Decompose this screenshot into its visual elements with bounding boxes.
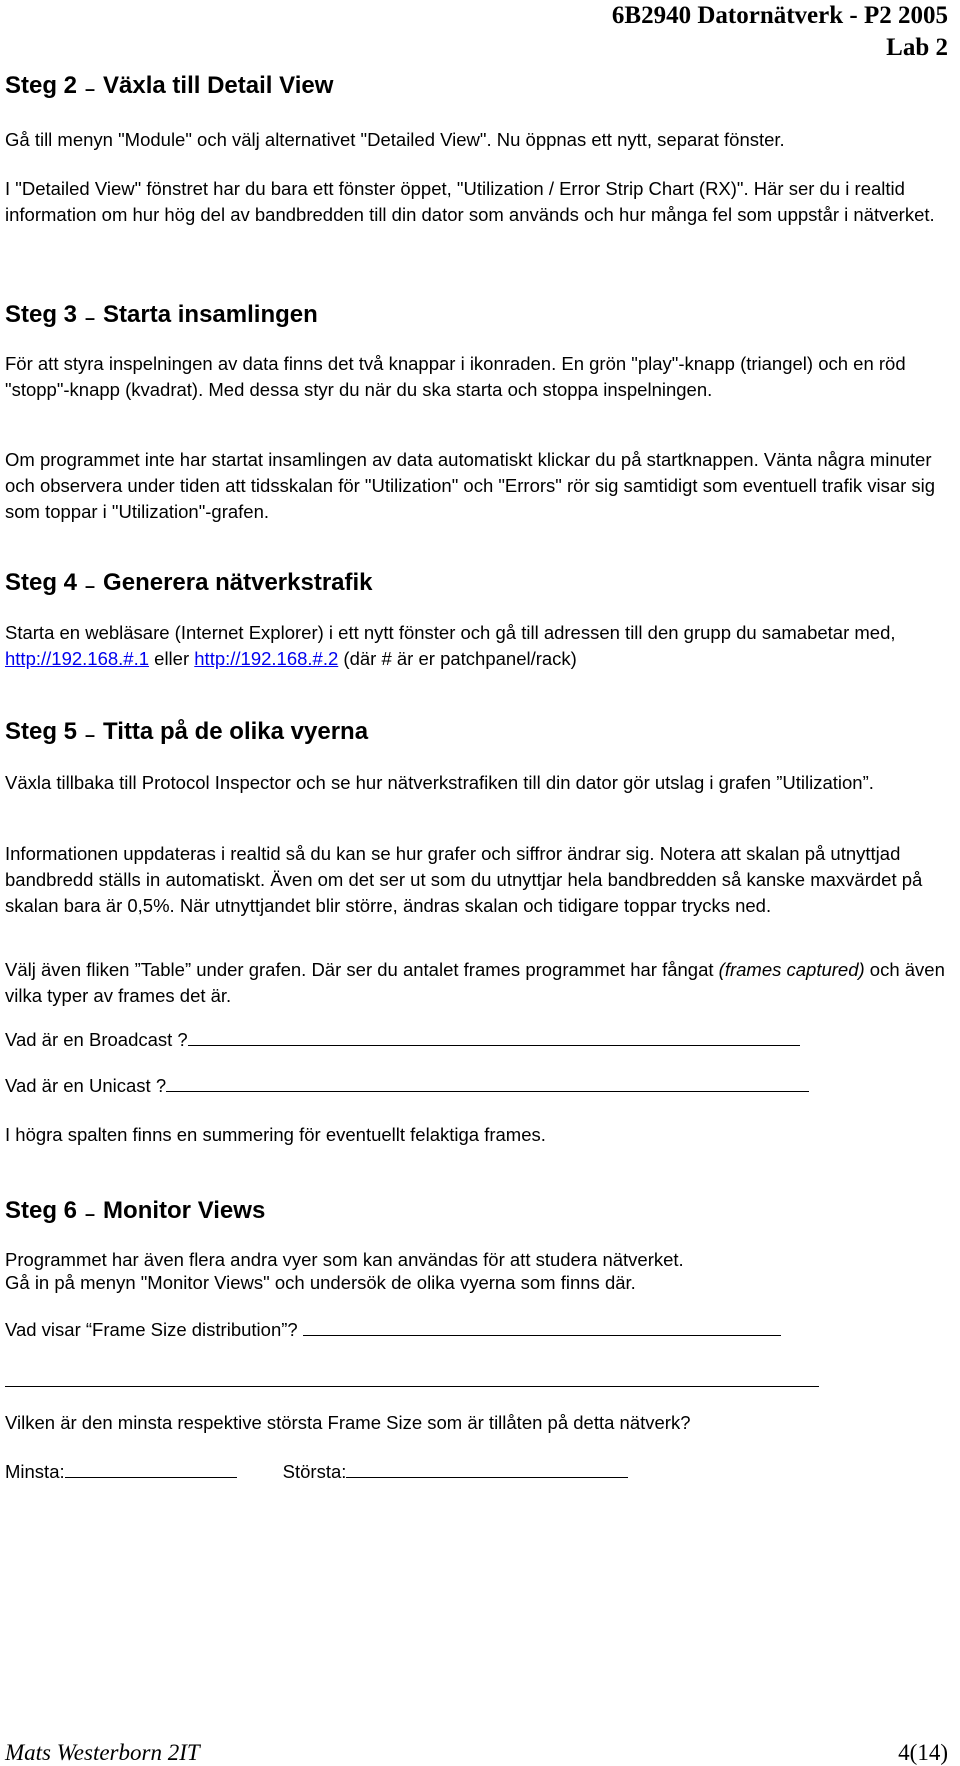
step6-paragraph-1: Programmet har även flera andra vyer som kan användas för att studera nätverket. xyxy=(5,1249,684,1270)
step6-heading: Steg 6 – Monitor Views xyxy=(5,1197,266,1224)
step6-paragraph-2: Gå in på menyn "Monitor Views" och undersök de olika vyerna som finns där. xyxy=(5,1272,636,1293)
answer-line-max[interactable] xyxy=(346,1459,628,1478)
step3-heading: Steg 3 – Starta insamlingen xyxy=(5,301,318,328)
step2-heading: Steg 2 – Växla till Detail View xyxy=(5,72,334,99)
question-frame-size-distribution: Vad visar “Frame Size distribution”? xyxy=(5,1317,945,1343)
min-max-answer-row: Minsta: Största: xyxy=(5,1459,945,1485)
step5-heading: Steg 5 – Titta på de olika vyerna xyxy=(5,718,369,745)
header-course: 6B2940 Datornätverk - P2 2005 xyxy=(611,2,948,29)
step4-paragraph: Starta en webläsare (Internet Explorer) i ett nytt fönster och gå till adressen till den grupp du samabetar med, http://192.168.#.1 eller http://192.168.#.2 (där # är er patchpanel/rack) xyxy=(5,622,896,669)
footer-page-number: 4(14) xyxy=(898,1740,948,1765)
answer-line-frame-size-2[interactable] xyxy=(5,1386,819,1387)
question-broadcast: Vad är en Broadcast ? xyxy=(5,1027,945,1053)
link-group-1[interactable]: http://192.168.#.1 xyxy=(5,648,150,669)
page-header xyxy=(612,0,948,64)
answer-line-frame-size-1[interactable] xyxy=(303,1317,781,1336)
step4-heading: Steg 4 – Generera nätverkstrafik xyxy=(5,569,373,596)
answer-line-broadcast[interactable] xyxy=(188,1027,800,1046)
answer-line-unicast[interactable] xyxy=(166,1073,809,1092)
footer-author: Mats Westerborn 2IT xyxy=(5,1740,200,1765)
question-unicast: Vad är en Unicast ? xyxy=(5,1073,945,1099)
step5-paragraph-2: Informationen uppdateras i realtid så du kan se hur grafer och siffror ändrar sig. Notera att skalan på utnyttjad bandbredd ställs in automatiskt. Även om det ser ut som du utnyttjar hela bandbredden så kanske maxvärdet på skalan bara är 0,5%. När utnyttjandet blir större, ändras skalan och tidigare toppar trycks ned. xyxy=(5,843,923,916)
question-min-max-frame-size: Vilken är den minsta respektive största Frame Size som är tillåten på detta nätverk? xyxy=(5,1412,691,1433)
link-group-2[interactable]: http://192.168.#.2 xyxy=(194,648,339,669)
step2-paragraph-2: I "Detailed View" fönstret har du bara ett fönster öppet, "Utilization / Error Strip Chart (RX)". Här ser du i realtid information om hur hög del av bandbredden till din dator som används och hur många fel som uppstår i nätverket. xyxy=(5,178,935,225)
step3-paragraph-2: Om programmet inte har startat insamlingen av data automatiskt klickar du på startknappen. Vänta några minuter och observera under tiden att tidsskalan för "Utilization" och "Errors" rör sig samtidigt som eventuell trafik visar sig som toppar i "Utilization"-grafen. xyxy=(5,449,936,522)
header-lab: Lab 2 xyxy=(886,34,948,61)
step3-paragraph-1: För att styra inspelningen av data finns det två knappar i ikonraden. En grön "play"-knapp (triangel) och en röd "stopp"-knapp (kvadrat). Med dessa styr du när du ska starta och stoppa inspelningen. xyxy=(5,353,906,400)
step5-paragraph-4: I högra spalten finns en summering för eventuellt felaktiga frames. xyxy=(5,1124,546,1145)
page-footer xyxy=(5,1740,948,1766)
step2-paragraph-1: Gå till menyn "Module" och välj alternativet "Detailed View". Nu öppnas ett nytt, separat fönster. xyxy=(5,129,785,150)
answer-line-min[interactable] xyxy=(65,1459,237,1478)
step5-paragraph-1: Växla tillbaka till Protocol Inspector och se hur nätverkstrafiken till din dator gör utslag i grafen ”Utilization”. xyxy=(5,772,874,793)
step5-paragraph-3: Välj även fliken ”Table” under grafen. Där ser du antalet frames programmet har fångat (frames captured) och även vilka typer av frames det är. xyxy=(5,959,945,1006)
